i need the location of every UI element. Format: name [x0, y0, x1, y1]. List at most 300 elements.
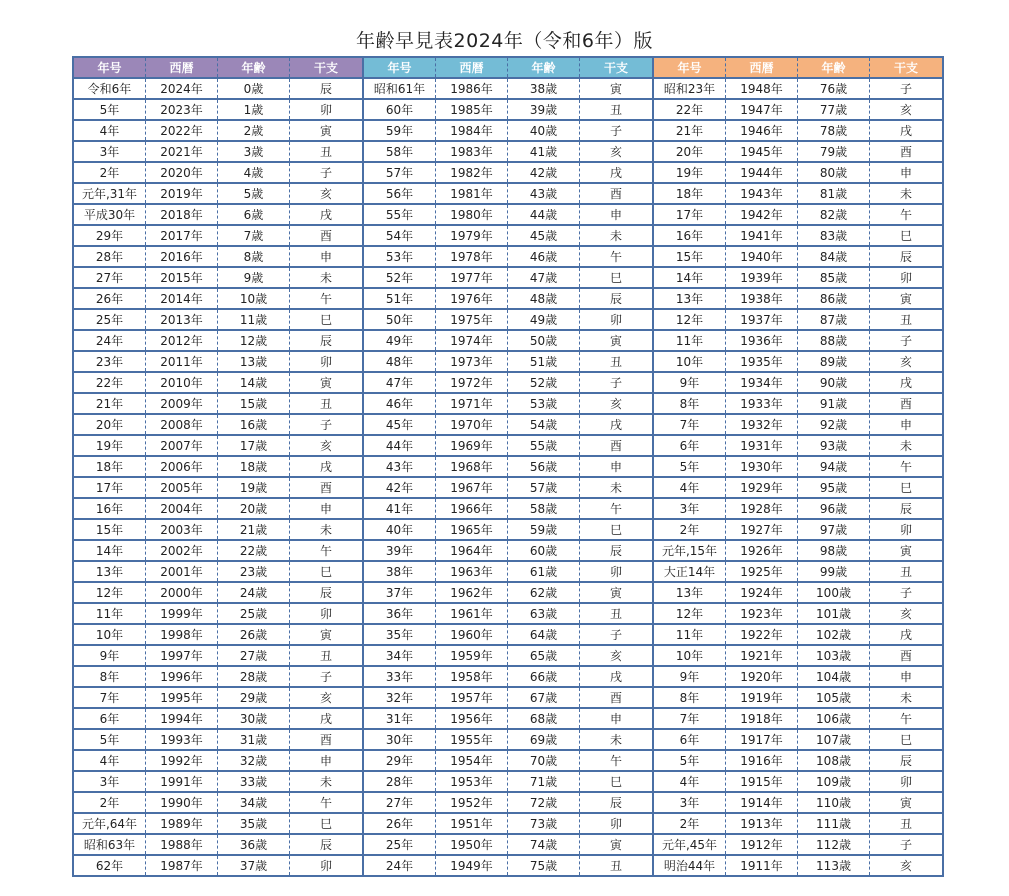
- cell-year: 1970年: [436, 414, 508, 435]
- cell-zodiac: 申: [580, 708, 653, 729]
- cell-era: 10年: [74, 624, 146, 645]
- cell-age: 47歳: [508, 267, 580, 288]
- cell-age: 50歳: [508, 330, 580, 351]
- cell-era: 10年: [653, 351, 726, 372]
- cell-age: 105歳: [798, 687, 870, 708]
- cell-era: 52年: [363, 267, 436, 288]
- table-row: [363, 498, 652, 519]
- table-row: [363, 267, 652, 288]
- table-row: [653, 78, 942, 99]
- cell-age: 87歳: [798, 309, 870, 330]
- cell-age: 3歳: [218, 141, 290, 162]
- cell-age: 68歳: [508, 708, 580, 729]
- cell-zodiac: 子: [870, 78, 943, 99]
- cell-year: 1975年: [436, 309, 508, 330]
- cell-zodiac: 巳: [870, 729, 943, 750]
- cell-era: 54年: [363, 225, 436, 246]
- cell-era: 5年: [653, 456, 726, 477]
- table-row: [74, 855, 362, 875]
- cell-zodiac: 午: [870, 204, 943, 225]
- cell-year: 2001年: [146, 561, 218, 582]
- cell-year: 1962年: [436, 582, 508, 603]
- table-row: [653, 771, 942, 792]
- cell-age: 104歳: [798, 666, 870, 687]
- table-row: [653, 372, 942, 393]
- cell-zodiac: 酉: [580, 183, 653, 204]
- cell-age: 27歳: [218, 645, 290, 666]
- table-row: [653, 561, 942, 582]
- cell-age: 16歳: [218, 414, 290, 435]
- cell-age: 1歳: [218, 99, 290, 120]
- table-row: [653, 729, 942, 750]
- table-row: [653, 498, 942, 519]
- cell-age: 66歳: [508, 666, 580, 687]
- cell-era: 35年: [363, 624, 436, 645]
- cell-year: 1913年: [726, 813, 798, 834]
- cell-era: 8年: [74, 666, 146, 687]
- cell-era: 13年: [653, 288, 726, 309]
- cell-year: 1930年: [726, 456, 798, 477]
- cell-year: 1957年: [436, 687, 508, 708]
- cell-era: 28年: [363, 771, 436, 792]
- cell-era: 6年: [653, 435, 726, 456]
- cell-era: 13年: [653, 582, 726, 603]
- cell-year: 1971年: [436, 393, 508, 414]
- cell-era: 20年: [653, 141, 726, 162]
- cell-age: 12歳: [218, 330, 290, 351]
- cell-age: 56歳: [508, 456, 580, 477]
- cell-zodiac: 申: [870, 666, 943, 687]
- table-row: [363, 729, 652, 750]
- cell-era: 60年: [363, 99, 436, 120]
- cell-age: 88歳: [798, 330, 870, 351]
- page-title: 年齢早見表2024年（令和6年）版: [356, 30, 653, 52]
- cell-age: 24歳: [218, 582, 290, 603]
- table-row: [653, 204, 942, 225]
- cell-year: 2024年: [146, 78, 218, 99]
- cell-year: 1933年: [726, 393, 798, 414]
- cell-era: 12年: [653, 603, 726, 624]
- cell-zodiac: 子: [580, 120, 653, 141]
- cell-year: 1978年: [436, 246, 508, 267]
- cell-year: 1958年: [436, 666, 508, 687]
- cell-zodiac: 丑: [580, 351, 653, 372]
- cell-year: 1952年: [436, 792, 508, 813]
- cell-age: 76歳: [798, 78, 870, 99]
- cell-age: 90歳: [798, 372, 870, 393]
- cell-era: 50年: [363, 309, 436, 330]
- cell-zodiac: 卯: [290, 603, 363, 624]
- cell-age: 29歳: [218, 687, 290, 708]
- cell-year: 1979年: [436, 225, 508, 246]
- cell-year: 1956年: [436, 708, 508, 729]
- cell-era: 元年,45年: [653, 834, 726, 855]
- cell-age: 17歳: [218, 435, 290, 456]
- cell-zodiac: 申: [870, 414, 943, 435]
- cell-age: 6歳: [218, 204, 290, 225]
- table-row: [653, 309, 942, 330]
- cell-zodiac: 亥: [580, 645, 653, 666]
- cell-age: 2歳: [218, 120, 290, 141]
- cell-zodiac: 酉: [290, 729, 363, 750]
- cell-era: 7年: [74, 687, 146, 708]
- cell-zodiac: 卯: [870, 267, 943, 288]
- cell-zodiac: 戌: [870, 372, 943, 393]
- cell-era: 22年: [653, 99, 726, 120]
- cell-year: 1923年: [726, 603, 798, 624]
- cell-era: 18年: [74, 456, 146, 477]
- cell-year: 1912年: [726, 834, 798, 855]
- cell-era: 20年: [74, 414, 146, 435]
- cell-zodiac: 丑: [870, 309, 943, 330]
- cell-year: 1968年: [436, 456, 508, 477]
- cell-zodiac: 子: [870, 330, 943, 351]
- table-row: [653, 666, 942, 687]
- cell-zodiac: 丑: [580, 99, 653, 120]
- cell-year: 2007年: [146, 435, 218, 456]
- cell-year: 2013年: [146, 309, 218, 330]
- cell-age: 22歳: [218, 540, 290, 561]
- cell-era: 31年: [363, 708, 436, 729]
- table-row: [363, 645, 652, 666]
- table-row: [74, 267, 362, 288]
- cell-age: 48歳: [508, 288, 580, 309]
- cell-age: 70歳: [508, 750, 580, 771]
- cell-era: 4年: [74, 750, 146, 771]
- cell-zodiac: 未: [580, 225, 653, 246]
- table-row: [653, 351, 942, 372]
- cell-age: 98歳: [798, 540, 870, 561]
- column-header-year: 西暦: [146, 58, 218, 78]
- cell-age: 101歳: [798, 603, 870, 624]
- cell-era: 34年: [363, 645, 436, 666]
- cell-year: 1977年: [436, 267, 508, 288]
- cell-era: 26年: [74, 288, 146, 309]
- column-header-year: 西暦: [726, 58, 798, 78]
- age-table-1: [74, 58, 362, 875]
- table-row: [653, 708, 942, 729]
- cell-age: 18歳: [218, 456, 290, 477]
- cell-zodiac: 子: [870, 834, 943, 855]
- cell-era: 55年: [363, 204, 436, 225]
- table-row: [363, 540, 652, 561]
- cell-year: 1988年: [146, 834, 218, 855]
- cell-year: 2019年: [146, 183, 218, 204]
- cell-zodiac: 子: [580, 624, 653, 645]
- cell-age: 34歳: [218, 792, 290, 813]
- cell-zodiac: 戌: [870, 120, 943, 141]
- cell-age: 108歳: [798, 750, 870, 771]
- cell-zodiac: 辰: [290, 834, 363, 855]
- cell-era: 59年: [363, 120, 436, 141]
- cell-year: 1964年: [436, 540, 508, 561]
- cell-era: 4年: [653, 771, 726, 792]
- cell-age: 112歳: [798, 834, 870, 855]
- table-row: [74, 435, 362, 456]
- cell-era: 58年: [363, 141, 436, 162]
- table-row: [653, 288, 942, 309]
- cell-age: 49歳: [508, 309, 580, 330]
- cell-zodiac: 午: [290, 288, 363, 309]
- table-row: [363, 834, 652, 855]
- cell-zodiac: 申: [580, 204, 653, 225]
- cell-year: 1948年: [726, 78, 798, 99]
- cell-era: 元年,64年: [74, 813, 146, 834]
- cell-year: 1953年: [436, 771, 508, 792]
- cell-year: 1915年: [726, 771, 798, 792]
- cell-age: 85歳: [798, 267, 870, 288]
- table-row: [74, 372, 362, 393]
- table-row: [74, 162, 362, 183]
- cell-year: 1947年: [726, 99, 798, 120]
- cell-era: 16年: [653, 225, 726, 246]
- cell-era: 14年: [74, 540, 146, 561]
- cell-era: 15年: [653, 246, 726, 267]
- cell-zodiac: 丑: [290, 645, 363, 666]
- cell-era: 44年: [363, 435, 436, 456]
- cell-zodiac: 寅: [580, 834, 653, 855]
- cell-zodiac: 未: [290, 519, 363, 540]
- table-row: [653, 456, 942, 477]
- cell-age: 41歳: [508, 141, 580, 162]
- cell-age: 89歳: [798, 351, 870, 372]
- cell-zodiac: 辰: [870, 246, 943, 267]
- table-row: [363, 78, 652, 99]
- cell-zodiac: 未: [580, 729, 653, 750]
- cell-zodiac: 未: [290, 267, 363, 288]
- column-header-age: 年齢: [218, 58, 290, 78]
- cell-era: 33年: [363, 666, 436, 687]
- cell-era: 令和6年: [74, 78, 146, 99]
- cell-era: 8年: [653, 687, 726, 708]
- cell-year: 1917年: [726, 729, 798, 750]
- column-header-year: 西暦: [436, 58, 508, 78]
- cell-year: 1980年: [436, 204, 508, 225]
- cell-age: 35歳: [218, 813, 290, 834]
- cell-year: 1976年: [436, 288, 508, 309]
- cell-zodiac: 戌: [870, 624, 943, 645]
- cell-year: 1942年: [726, 204, 798, 225]
- cell-era: 11年: [653, 624, 726, 645]
- cell-era: 元年,15年: [653, 540, 726, 561]
- cell-zodiac: 酉: [870, 393, 943, 414]
- cell-zodiac: 辰: [870, 498, 943, 519]
- cell-zodiac: 寅: [290, 372, 363, 393]
- cell-zodiac: 子: [580, 372, 653, 393]
- cell-zodiac: 卯: [580, 309, 653, 330]
- cell-era: 23年: [74, 351, 146, 372]
- cell-year: 1963年: [436, 561, 508, 582]
- table-row: [74, 540, 362, 561]
- cell-age: 23歳: [218, 561, 290, 582]
- cell-year: 2011年: [146, 351, 218, 372]
- cell-zodiac: 亥: [290, 183, 363, 204]
- cell-zodiac: 酉: [580, 435, 653, 456]
- table-row: [363, 225, 652, 246]
- cell-age: 93歳: [798, 435, 870, 456]
- cell-year: 1961年: [436, 603, 508, 624]
- cell-era: 38年: [363, 561, 436, 582]
- cell-year: 2005年: [146, 477, 218, 498]
- cell-age: 37歳: [218, 855, 290, 875]
- cell-age: 5歳: [218, 183, 290, 204]
- cell-year: 2023年: [146, 99, 218, 120]
- table-row: [74, 750, 362, 771]
- cell-zodiac: 卯: [580, 561, 653, 582]
- cell-year: 1935年: [726, 351, 798, 372]
- cell-era: 22年: [74, 372, 146, 393]
- cell-zodiac: 卯: [290, 855, 363, 875]
- cell-era: 48年: [363, 351, 436, 372]
- cell-era: 26年: [363, 813, 436, 834]
- cell-era: 4年: [653, 477, 726, 498]
- cell-zodiac: 丑: [290, 141, 363, 162]
- table-row: [363, 183, 652, 204]
- cell-age: 43歳: [508, 183, 580, 204]
- table-row: [363, 603, 652, 624]
- table-row: [74, 834, 362, 855]
- table-row: [653, 246, 942, 267]
- cell-era: 41年: [363, 498, 436, 519]
- cell-zodiac: 巳: [580, 519, 653, 540]
- cell-year: 1946年: [726, 120, 798, 141]
- cell-era: 24年: [385, 859, 414, 873]
- cell-age: 42歳: [508, 162, 580, 183]
- table-row: [74, 729, 362, 750]
- cell-age: 65歳: [508, 645, 580, 666]
- cell-zodiac: 丑: [870, 813, 943, 834]
- table-row: [363, 855, 652, 875]
- cell-age: 45歳: [508, 225, 580, 246]
- cell-age: 81歳: [798, 183, 870, 204]
- cell-zodiac: 卯: [290, 99, 363, 120]
- cell-era: 25年: [74, 309, 146, 330]
- cell-age: 109歳: [798, 771, 870, 792]
- cell-zodiac: 亥: [870, 351, 943, 372]
- table-row: [74, 498, 362, 519]
- cell-zodiac: 亥: [290, 435, 363, 456]
- cell-zodiac: 酉: [870, 141, 943, 162]
- cell-age: 106歳: [798, 708, 870, 729]
- cell-age: 8歳: [218, 246, 290, 267]
- cell-era: 3年: [74, 771, 146, 792]
- cell-zodiac: 巳: [290, 813, 363, 834]
- table-row: [653, 624, 942, 645]
- cell-year: 1987年: [146, 855, 218, 875]
- cell-year: 1921年: [726, 645, 798, 666]
- cell-era: 5年: [74, 99, 146, 120]
- age-table-3: [652, 58, 942, 875]
- table-row: [363, 477, 652, 498]
- cell-year: 1969年: [436, 435, 508, 456]
- cell-era: 28年: [74, 246, 146, 267]
- cell-age: 63歳: [508, 603, 580, 624]
- table-row: [74, 687, 362, 708]
- column-header-age: 年齢: [508, 58, 580, 78]
- cell-year: 1966年: [436, 498, 508, 519]
- cell-zodiac: 酉: [290, 225, 363, 246]
- age-table-2: [362, 58, 652, 875]
- cell-era: 27年: [363, 792, 436, 813]
- cell-year: 1944年: [726, 162, 798, 183]
- table-row: [363, 792, 652, 813]
- cell-era: 2年: [74, 162, 146, 183]
- cell-year: 1960年: [436, 624, 508, 645]
- cell-age: 97歳: [798, 519, 870, 540]
- cell-year: 1951年: [436, 813, 508, 834]
- cell-zodiac: 寅: [580, 582, 653, 603]
- cell-zodiac: 未: [870, 183, 943, 204]
- column-header-zodiac: 干支: [290, 58, 363, 78]
- table-row: [653, 225, 942, 246]
- cell-zodiac: 巳: [290, 309, 363, 330]
- table-row: [363, 393, 652, 414]
- cell-zodiac: 酉: [290, 477, 363, 498]
- column-header-age: 年齢: [798, 58, 870, 78]
- cell-age: 60歳: [508, 540, 580, 561]
- cell-age: 0歳: [218, 78, 290, 99]
- cell-year: 1954年: [436, 750, 508, 771]
- cell-zodiac: 辰: [290, 78, 363, 99]
- cell-age: 74歳: [508, 834, 580, 855]
- cell-age: 39歳: [508, 99, 580, 120]
- cell-year: 1936年: [726, 330, 798, 351]
- cell-zodiac: 申: [580, 456, 653, 477]
- cell-year: 1934年: [726, 372, 798, 393]
- table-row: [363, 456, 652, 477]
- cell-age: 30歳: [218, 708, 290, 729]
- table-row: [74, 708, 362, 729]
- table-row: [74, 645, 362, 666]
- cell-zodiac: 辰: [580, 792, 653, 813]
- table-row: [74, 456, 362, 477]
- cell-zodiac: 戌: [290, 708, 363, 729]
- table-row: [74, 120, 362, 141]
- cell-age: 62歳: [508, 582, 580, 603]
- table-row: [653, 120, 942, 141]
- cell-zodiac: 辰: [580, 540, 653, 561]
- cell-era: 2年: [74, 792, 146, 813]
- cell-era: 19年: [74, 435, 146, 456]
- cell-era: 2年: [653, 813, 726, 834]
- cell-era: 14年: [653, 267, 726, 288]
- cell-zodiac: 子: [290, 162, 363, 183]
- cell-era: 9年: [653, 372, 726, 393]
- cell-year: 1992年: [146, 750, 218, 771]
- cell-zodiac: 丑: [580, 603, 653, 624]
- cell-age: 94歳: [798, 456, 870, 477]
- table-row: [74, 603, 362, 624]
- cell-year: 2012年: [146, 330, 218, 351]
- column-header-era: 年号: [653, 58, 726, 78]
- cell-age: 71歳: [508, 771, 580, 792]
- table-row: [653, 855, 942, 875]
- cell-year: 1955年: [436, 729, 508, 750]
- table-row: [363, 519, 652, 540]
- cell-year: 1996年: [146, 666, 218, 687]
- cell-zodiac: 巳: [290, 561, 363, 582]
- cell-age: 32歳: [218, 750, 290, 771]
- cell-year: 1959年: [436, 645, 508, 666]
- cell-year: 1981年: [436, 183, 508, 204]
- cell-era: 8年: [653, 393, 726, 414]
- cell-age: 10歳: [218, 288, 290, 309]
- cell-zodiac: 卯: [290, 351, 363, 372]
- cell-age: 110歳: [798, 792, 870, 813]
- cell-zodiac: 寅: [290, 120, 363, 141]
- cell-year: 1965年: [436, 519, 508, 540]
- cell-age: 113歳: [798, 855, 870, 875]
